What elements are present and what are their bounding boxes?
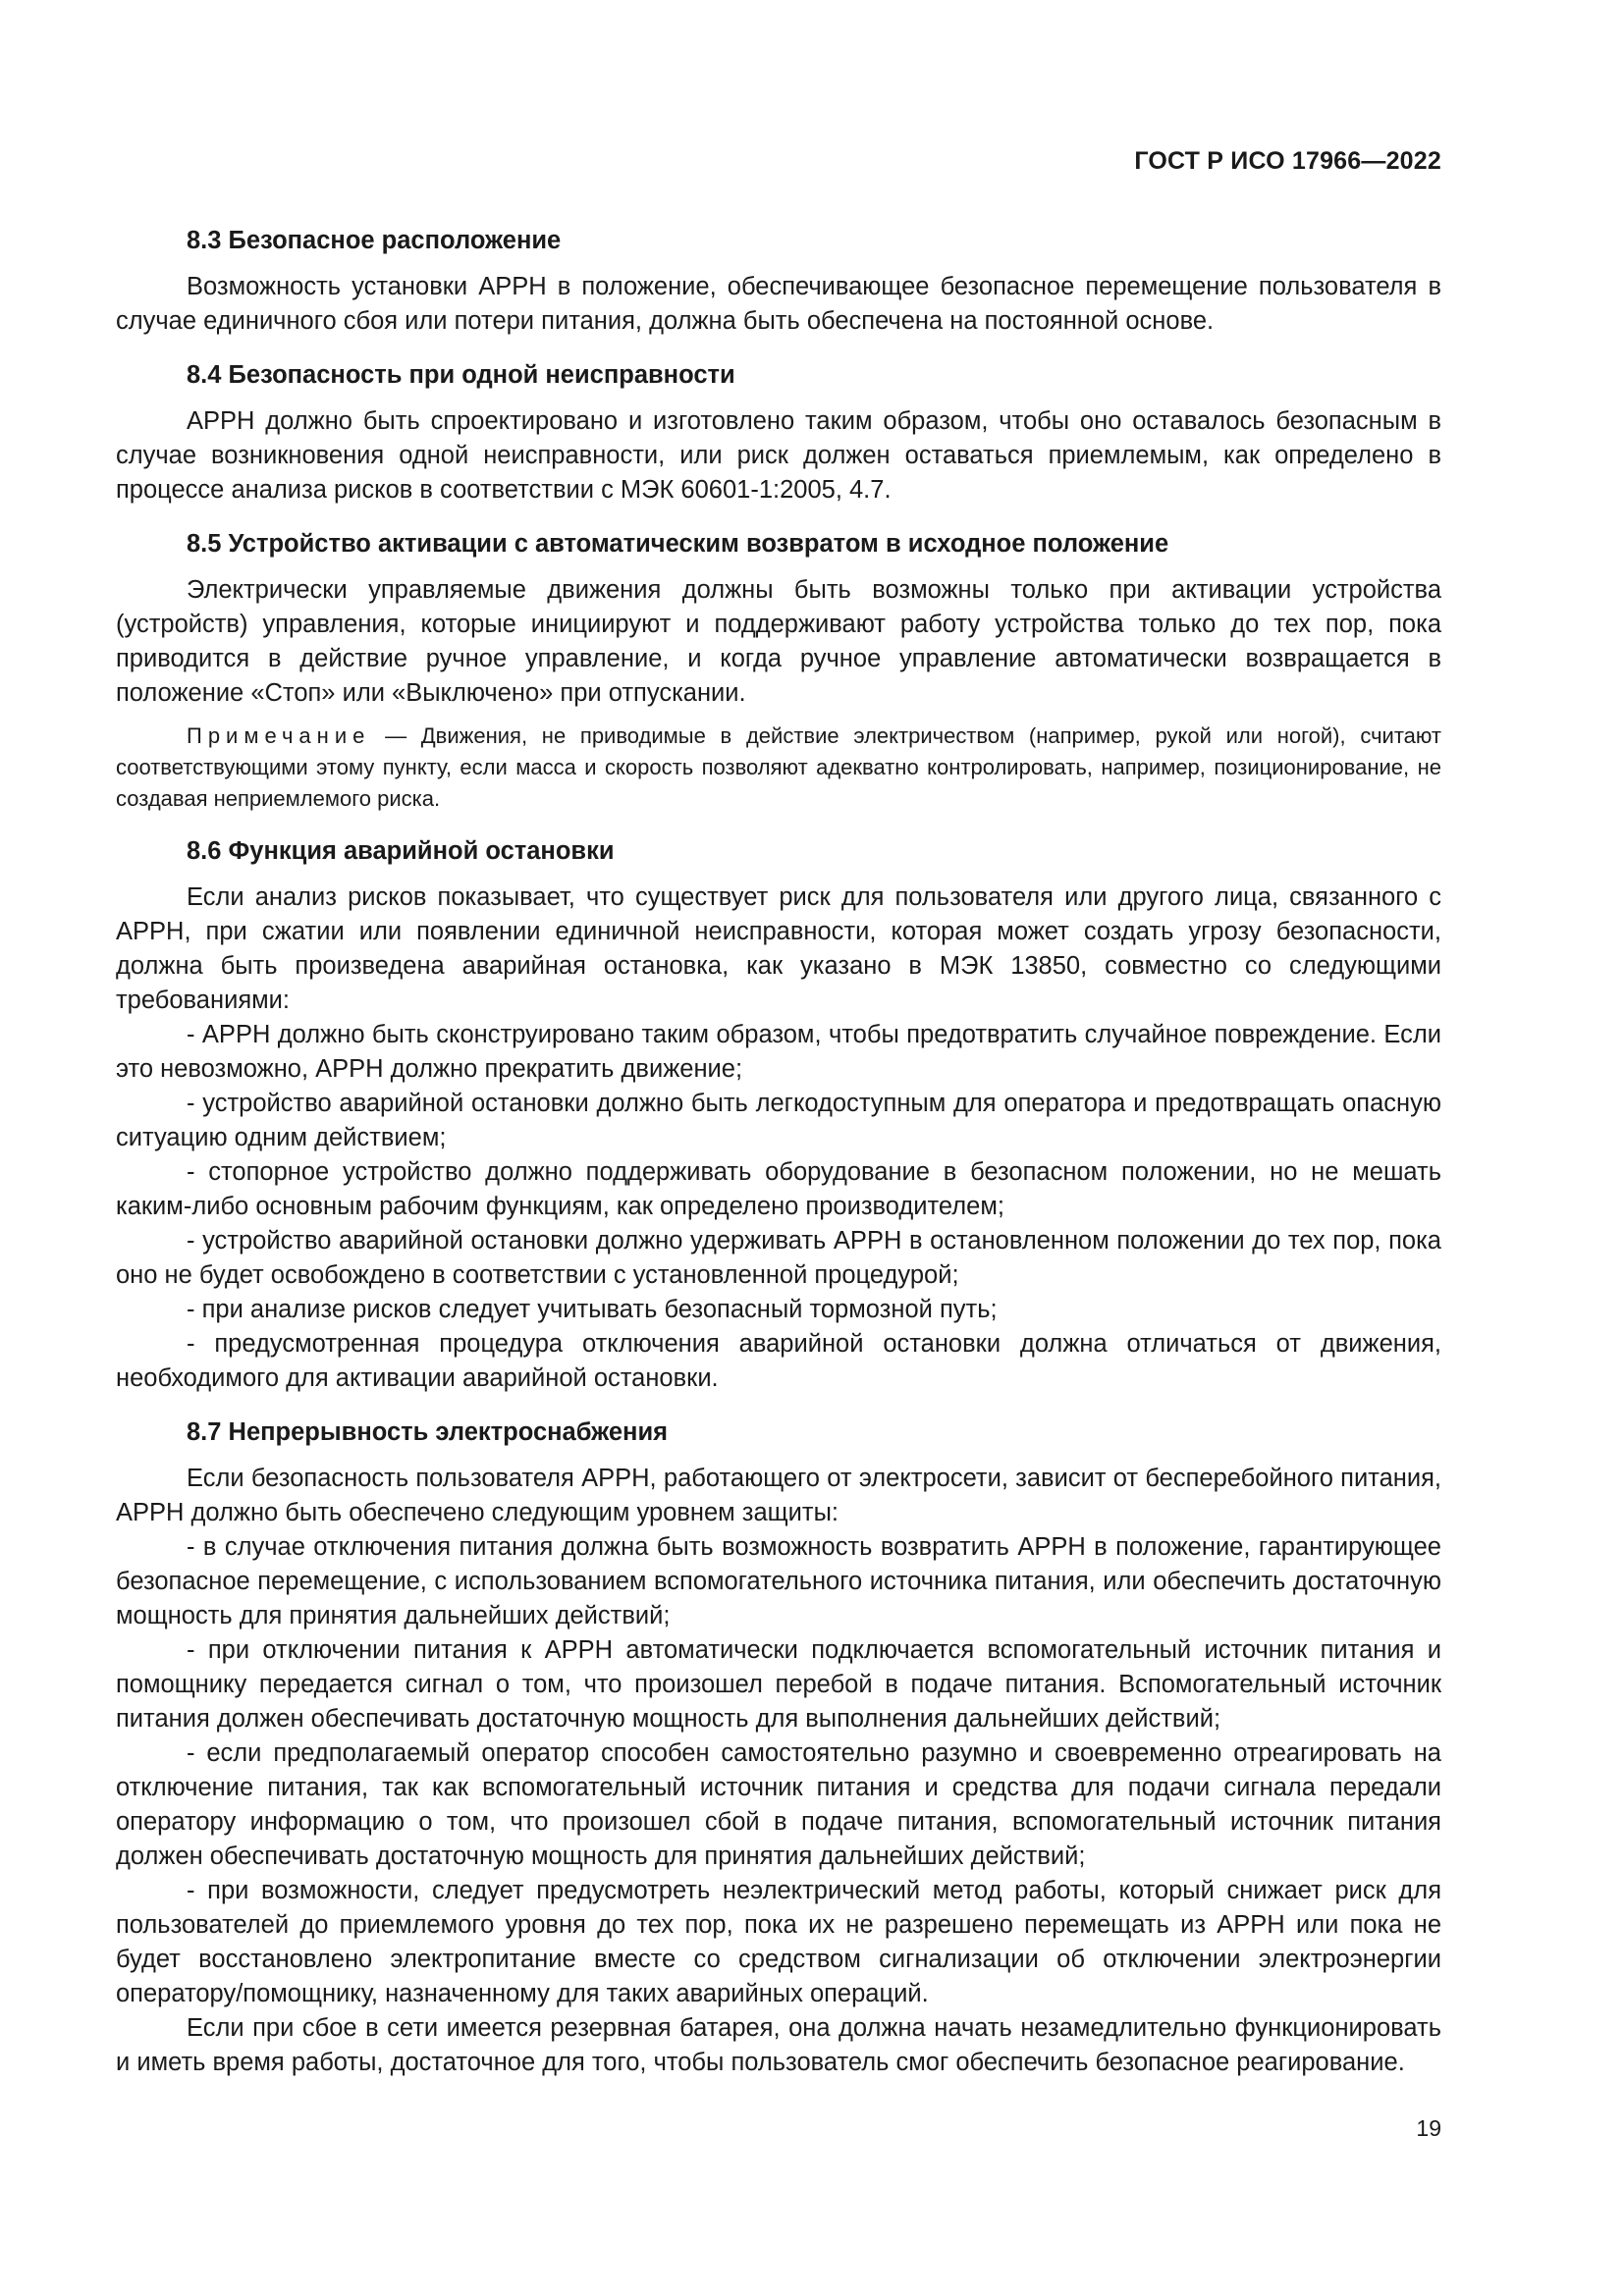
section-heading: 8.3 Безопасное расположение bbox=[187, 227, 562, 254]
standard-id-header: ГОСТ Р ИСО 17966—2022 bbox=[1134, 147, 1441, 175]
list-item: - в случае отключения питания должна быть возможность возвратить АРРН в положение, гарантирующее безопасное перемещение, с использованием вспомогательного источника питания, или обеспечить достаточную мощность для принятия дальнейших действий; bbox=[116, 1533, 1441, 1629]
section-heading: 8.6 Функция аварийной остановки bbox=[187, 837, 615, 865]
note-label: Примечание bbox=[187, 723, 371, 748]
section-8-5 bbox=[116, 527, 1441, 815]
list-item: - при отключении питания к АРРН автоматически подключается вспомогательный источник питания и помощнику передается сигнал о том, что произошел перебой в подаче питания. Вспомогательный источник питания должен обеспечивать достаточную мощность для выполнения дальнейших действий; bbox=[116, 1636, 1441, 1733]
section-8-3 bbox=[116, 224, 1441, 339]
list-item: - при возможности, следует предусмотреть неэлектрический метод работы, который снижает риск для пользователей до приемлемого уровня до тех пор, пока их не разрешено перемещать из АРРН или пока не будет восстановлено электропитание вместе со средством сигнализации об отключении электроэнергии оператору/помощнику, назначенному для таких аварийных операций. bbox=[116, 1877, 1441, 2007]
list-item: - устройство аварийной остановки должно быть легкодоступным для оператора и предотвращать опасную ситуацию одним действием; bbox=[116, 1090, 1441, 1151]
note-text: — Движения, не приводимые в действие электричеством (например, рукой или ногой), считают соответствующими этому пункту, если масса и скорость позволяют адекватно контролировать, например, позиционирование, не создавая неприемлемого риска. bbox=[116, 723, 1441, 811]
section-8-6 bbox=[116, 834, 1441, 1396]
paragraph: Электрически управляемые движения должны быть возможны только при активации устройства (устройств) управления, которые инициируют и поддерживают работу устройства только до тех пор, пока приводится в действие ручное управление, и когда ручное управление автоматически возвращается в положение «Стоп» или «Выключено» при отпускании. bbox=[116, 576, 1441, 707]
list-item: - АРРН должно быть сконструировано таким образом, чтобы предотвратить случайное повреждение. Если это невозможно, АРРН должно прекратить движение; bbox=[116, 1021, 1441, 1083]
list-item: - стопорное устройство должно поддерживать оборудование в безопасном положении, но не мешать каким-либо основным рабочим функциям, как определено производителем; bbox=[116, 1158, 1441, 1220]
paragraph: Если при сбое в сети имеется резервная батарея, она должна начать незамедлительно функционировать и иметь время работы, достаточное для того, чтобы пользователь смог обеспечить безопасное реагирование. bbox=[116, 2014, 1441, 2076]
paragraph: Возможность установки АРРН в положение, обеспечивающее безопасное перемещение пользователя в случае единичного сбоя или потери питания, должна быть обеспечена на постоянной основе. bbox=[116, 273, 1441, 335]
section-heading: 8.7 Непрерывность электроснабжения bbox=[187, 1418, 669, 1446]
section-8-7 bbox=[116, 1415, 1441, 2080]
list-item: - устройство аварийной остановки должно удерживать АРРН в остановленном положении до тех пор, пока оно не будет освобождено в соответствии с установленной процедурой; bbox=[116, 1227, 1441, 1289]
list-item: - если предполагаемый оператор способен самостоятельно разумно и своевременно отреагировать на отключение питания, так как вспомогательный источник питания и средства для подачи сигнала передали оператору информацию о том, что произошел сбой в подаче питания, вспомогательный источник питания должен обеспечивать достаточную мощность для принятия дальнейших действий; bbox=[116, 1739, 1441, 1870]
note bbox=[116, 721, 1441, 815]
list-item: - предусмотренная процедура отключения аварийной остановки должна отличаться от движения, необходимого для активации аварийной остановки. bbox=[116, 1330, 1441, 1392]
page-number: 19 bbox=[1416, 2115, 1441, 2141]
paragraph: Если анализ рисков показывает, что существует риск для пользователя или другого лица, связанного с АРРН, при сжатии или появлении единичной неисправности, которая может создать угрозу безопасности, должна быть произведена аварийная остановка, как указано в МЭК 13850, совместно со следующими требованиями: bbox=[116, 883, 1441, 1014]
paragraph: АРРН должно быть спроектировано и изготовлено таким образом, чтобы оно оставалось безопасным в случае возникновения одной неисправности, или риск должен оставаться приемлемым, как определено в процессе анализа рисков в соответствии с МЭК 60601-1:2005, 4.7. bbox=[116, 407, 1441, 504]
section-heading: 8.5 Устройство активации с автоматическим возвратом в исходное положение bbox=[187, 530, 1169, 558]
paragraph: Если безопасность пользователя АРРН, работающего от электросети, зависит от бесперебойного питания, АРРН должно быть обеспечено следующим уровнем защиты: bbox=[116, 1465, 1441, 1526]
document-body bbox=[116, 224, 1441, 2080]
section-8-4 bbox=[116, 358, 1441, 507]
list-item: - при анализе рисков следует учитывать безопасный тормозной путь; bbox=[187, 1296, 998, 1323]
section-heading: 8.4 Безопасность при одной неисправности bbox=[187, 361, 735, 389]
